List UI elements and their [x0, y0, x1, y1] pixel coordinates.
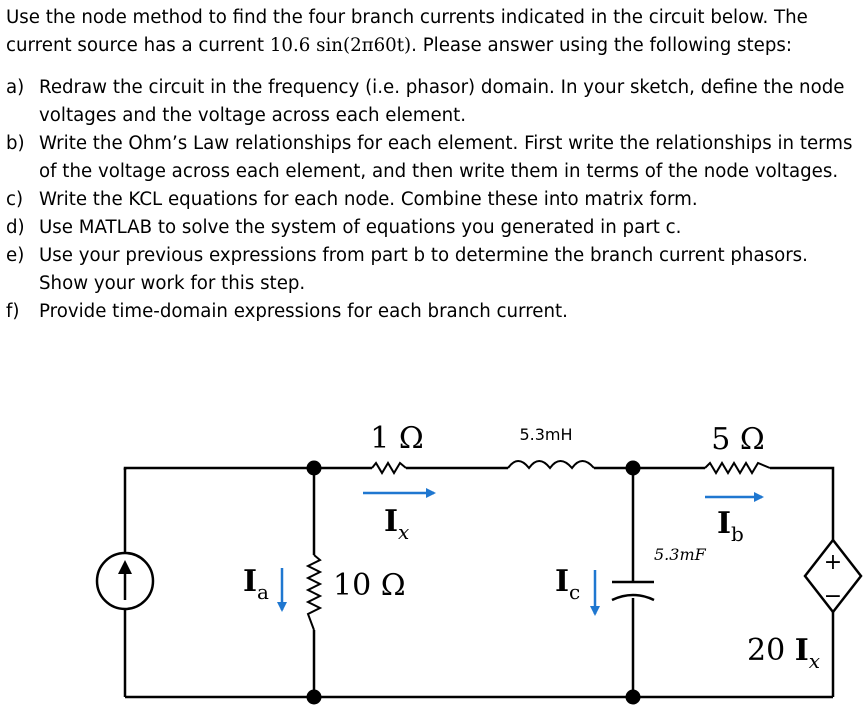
ib-label [717, 506, 744, 546]
capacitor-label: 5.3mF [654, 545, 706, 564]
step-item [6, 214, 856, 242]
ia-letter: I [243, 564, 258, 599]
resistor-1-ohm-label: 1 Ω [370, 421, 424, 456]
ib-letter: I [717, 506, 732, 541]
resistor-10-ohm-label: 10 Ω [333, 568, 406, 603]
dep-current-letter: I [794, 633, 809, 668]
ix-letter: I [384, 504, 399, 539]
step-letter: a) [6, 77, 25, 98]
ib-subscript: b [731, 522, 744, 546]
resistor-5-ohm-label: 5 Ω [711, 422, 765, 457]
minus-sign: − [823, 584, 843, 609]
steps-list [6, 74, 856, 326]
dep-coefficient: 20 [747, 633, 795, 668]
current-source [97, 553, 153, 609]
step-text: Provide time-domain expressions for each branch current. [39, 301, 568, 322]
dep-current-subscript: x [808, 649, 821, 673]
step-letter: e) [6, 245, 25, 266]
ia-subscript: a [257, 580, 269, 604]
ix-subscript: x [398, 520, 410, 544]
step-item [6, 298, 856, 326]
problem-statement [6, 4, 856, 326]
step-item [6, 242, 856, 298]
step-text: Use MATLAB to solve the system of equations you generated in part c. [39, 217, 682, 238]
step-text: Write the Ohm’s Law relationships for each element. First write the relationships in terms of the voltage across each element, and then write them in terms of the node voltages. [39, 133, 853, 182]
wires [125, 468, 833, 697]
ic-subscript: c [569, 580, 581, 604]
step-letter: b) [6, 133, 25, 154]
step-letter: d) [6, 217, 25, 238]
dependent-source-label [747, 633, 820, 673]
capacitor [612, 545, 707, 600]
step-text: Redraw the circuit in the frequency (i.e. phasor) domain. In your sketch, define the node voltages and the voltage across each element. [39, 77, 845, 126]
ix-label [384, 504, 409, 544]
step-item [6, 186, 856, 214]
source-current-expression: 10.6 sin(2π60t) [269, 35, 412, 56]
inductor-label: 5.3mH [519, 425, 573, 444]
resistor-10-ohm [308, 555, 406, 630]
resistor-5-ohm [705, 422, 770, 473]
step-letter: f) [6, 301, 20, 322]
circuit-diagram [0, 395, 865, 707]
step-letter: c) [6, 189, 24, 210]
step-text: Write the KCL equations for each node. Combine these into matrix form. [39, 189, 698, 210]
inductor [508, 425, 594, 468]
ic-letter: I [555, 564, 570, 599]
ia-label [243, 564, 269, 604]
ic-label [555, 564, 580, 604]
intro-line-1: Use the node method to find the four branch currents indicated in the circuit below. The [6, 7, 808, 28]
intro-line-2 [6, 32, 856, 60]
step-text: Use your previous expressions from part b to determine the branch current phasors. Show your work for this step. [39, 245, 808, 294]
resistor-1-ohm [370, 421, 424, 473]
intro-prefix: current source has a current [6, 35, 270, 56]
intro-suffix: . Please answer using the following steps: [411, 35, 793, 56]
dependent-voltage-source [747, 540, 861, 673]
step-item [6, 74, 856, 130]
step-item [6, 130, 856, 186]
plus-sign: + [823, 550, 843, 575]
